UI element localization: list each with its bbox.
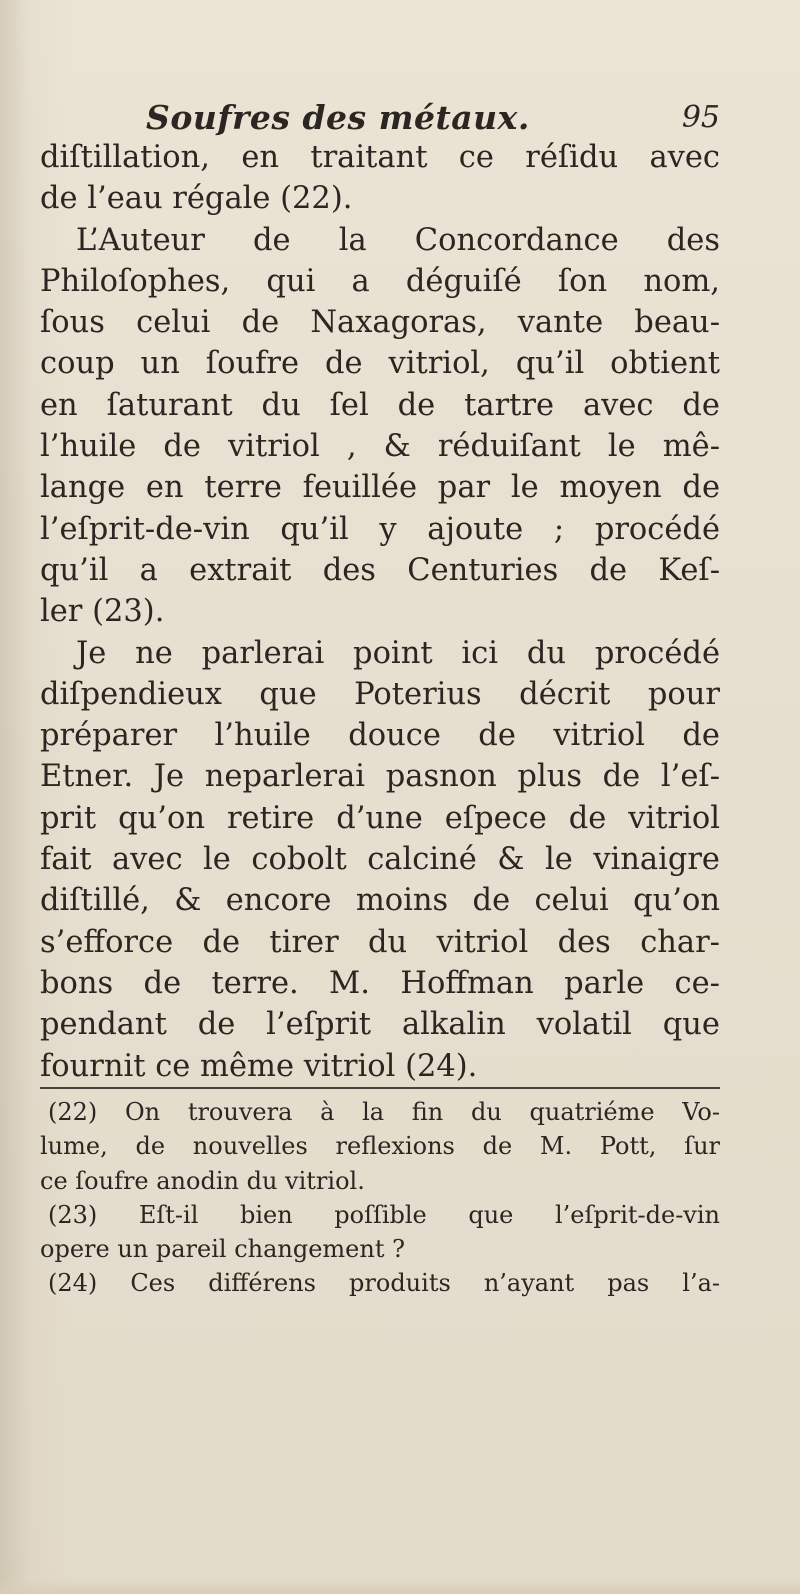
text-line: diſpendieux que Poterius décrit pour [40, 676, 720, 712]
footnote-line: ce ſoufre anodin du vitriol. [40, 1166, 365, 1195]
text-line: ſous celui de Naxagoras, vante beau- [40, 305, 720, 341]
footnote-line: (24) Ces différens produits n’ayant pas l’a- [48, 1269, 720, 1298]
text-line: lange en terre feuillée par le moyen de [40, 470, 720, 506]
text-line: préparer l’huile douce de vitriol de [40, 718, 720, 754]
text-line: s’efforce de tirer du vitriol des char- [40, 924, 720, 960]
footnotes [40, 1095, 720, 1301]
text-line: diſtillé, & encore moins de celui qu’on [40, 883, 720, 919]
text-line: diſtillation, en traitant ce réſidu avec [40, 140, 720, 175]
text-line: coup un ſoufre de vitriol, qu’il obtient [40, 346, 720, 382]
text-line: fait avec le cobolt calciné & le vinaigre [40, 842, 720, 878]
text-line: pendant de l’eſprit alkalin volatil que [40, 1007, 720, 1043]
text-line: Etner. Je neparlerai pasnon plus de l’eſ- [40, 759, 720, 795]
text-line: l’eſprit-de-vin qu’il y ajoute ; procédé [40, 511, 720, 547]
text-line: L’Auteur de la Concordance des [76, 222, 720, 258]
page-edge-shadow [0, 1578, 800, 1594]
footnote-line: (23) Eſt-il bien poſſible que l’eſprit-de-vin [48, 1200, 720, 1229]
footnote-line: opere un pareil changement ? [40, 1235, 405, 1264]
text-line: ler (23). [40, 594, 165, 630]
text-line: Philoſophes, qui a déguiſé ſon nom, [40, 263, 720, 299]
running-head [40, 98, 720, 142]
text-line: l’huile de vitriol , & réduiſant le mê- [40, 429, 720, 465]
text-line: en ſaturant du ſel de tartre avec de [40, 387, 720, 423]
footnote-rule [40, 1087, 720, 1089]
page-number: 95 [681, 100, 720, 135]
text-line: de l’eau régale (22). [40, 181, 353, 217]
text-line: qu’il a extrait des Centuries de Keſ- [40, 552, 720, 588]
text-line: prit qu’on retire d’une eſpece de vitriol [40, 800, 720, 836]
text-line: Je ne parlerai point ici du procédé [76, 635, 720, 671]
running-title: Soufres des métaux. [146, 98, 530, 137]
body-text [40, 137, 720, 1087]
footnote-line: lume, de nouvelles reflexions de M. Pott, ſur [40, 1132, 720, 1161]
text-line: fournit ce même vitriol (24). [40, 1048, 478, 1084]
footnote-line: (22) On trouvera à la fin du quatriéme Vo- [48, 1098, 720, 1126]
text-line: bons de terre. M. Hoffman parle ce- [40, 965, 720, 1001]
